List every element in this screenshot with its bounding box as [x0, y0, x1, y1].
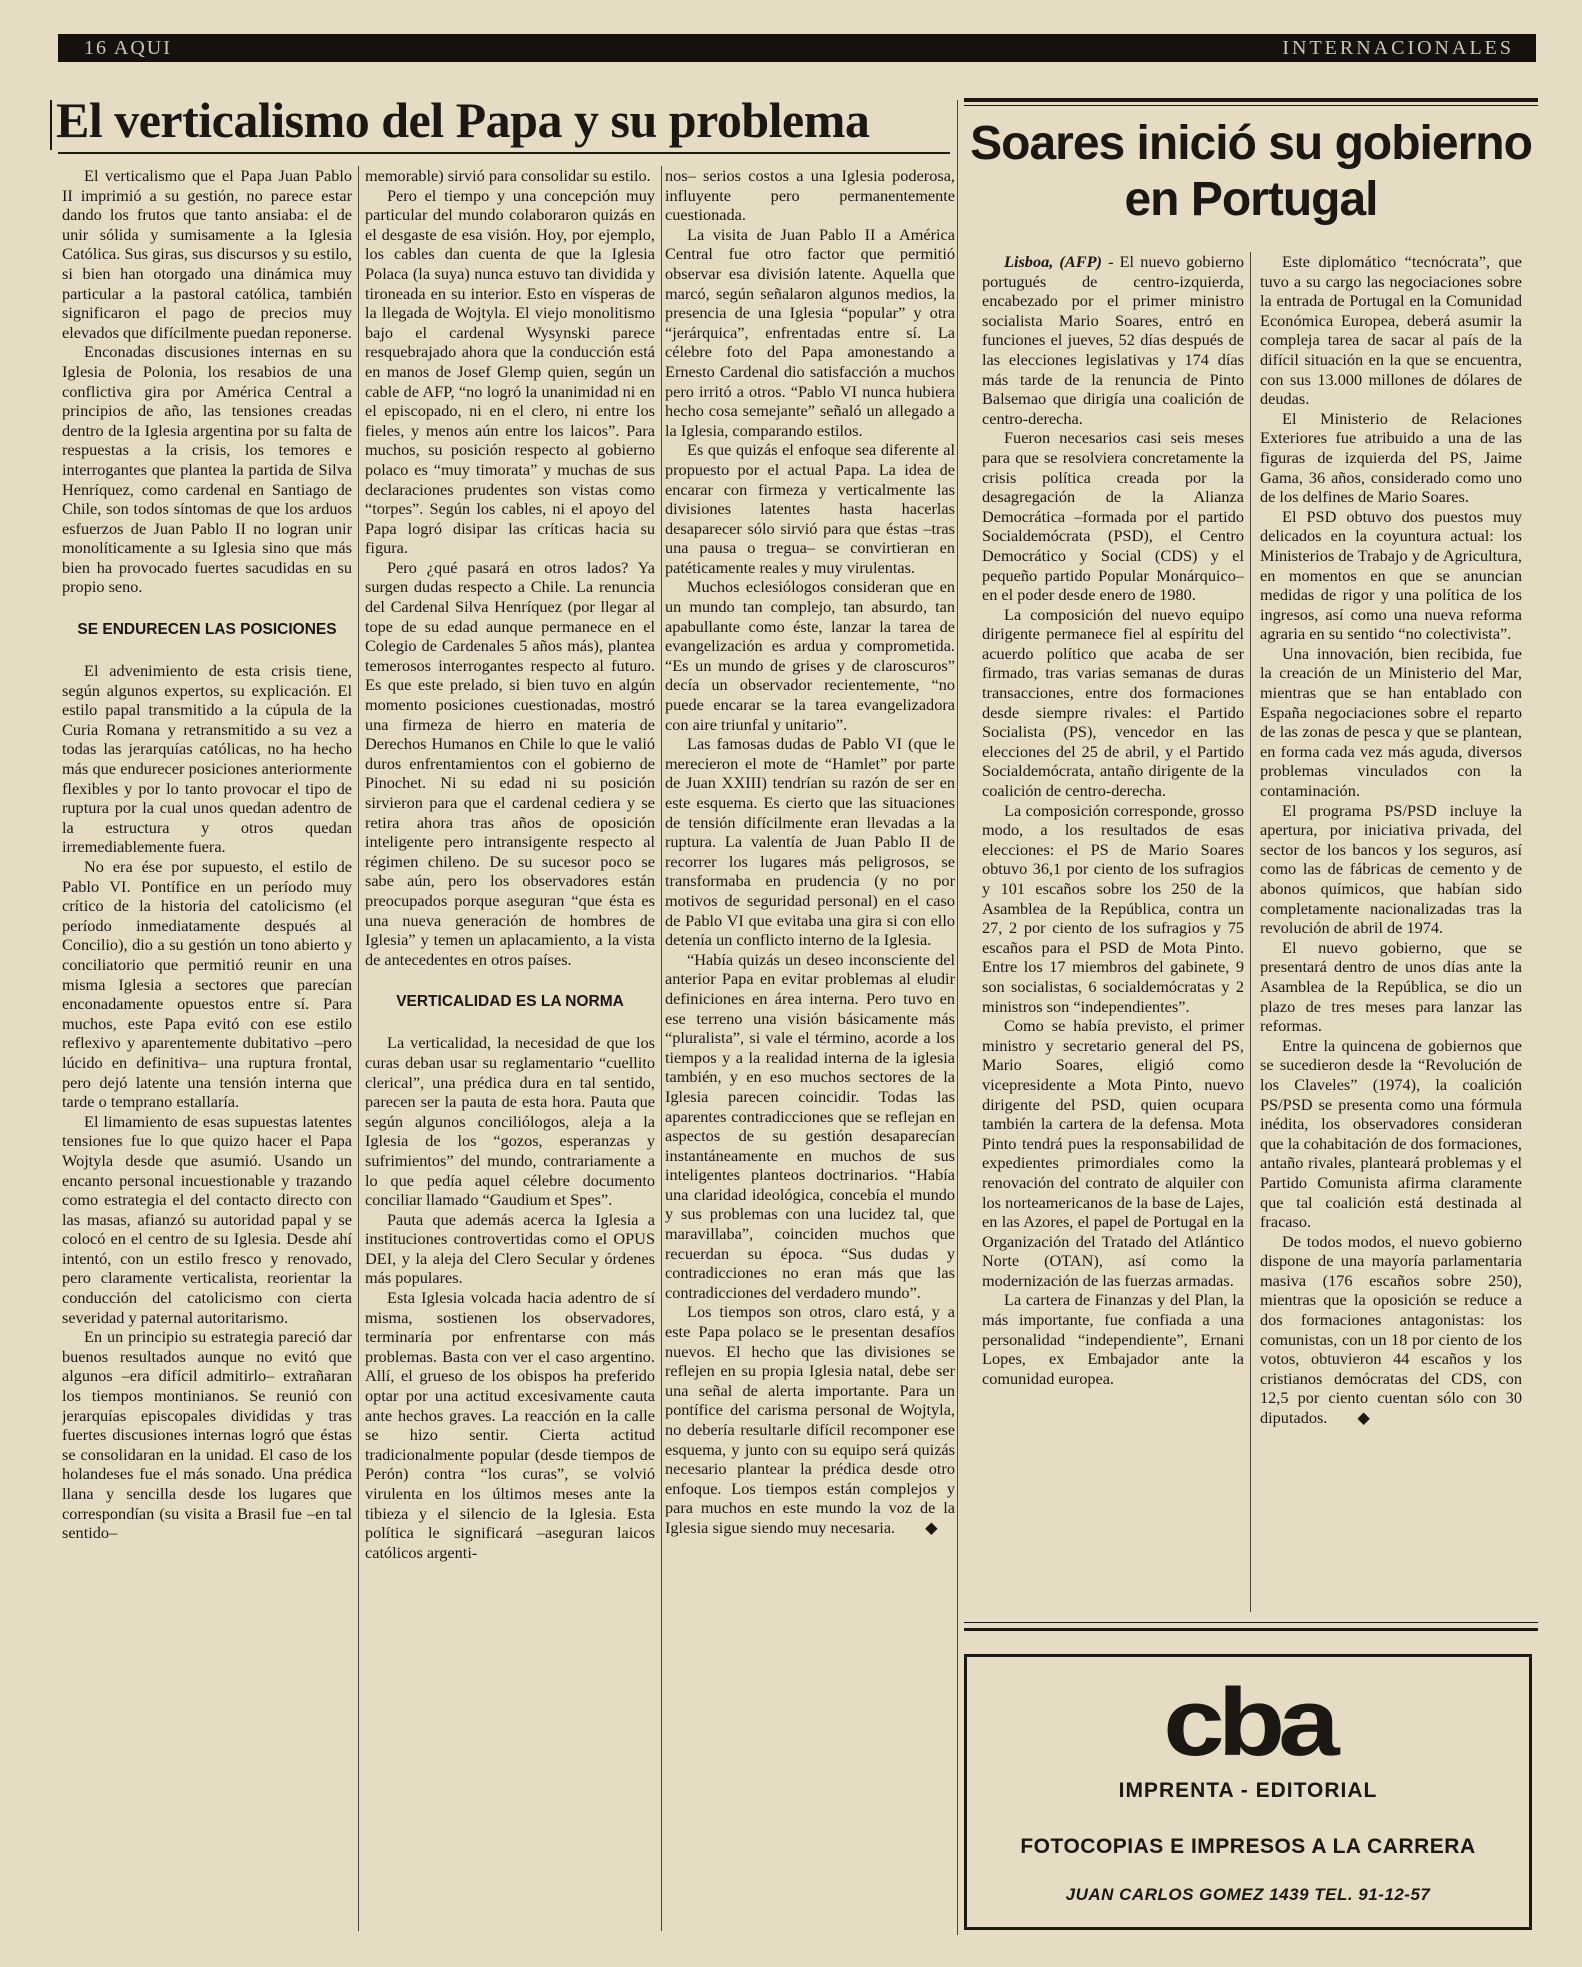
- article-paragraph: La composición corresponde, grosso modo, a los resultados de esas elecciones: el PS de Mario Soares obtuvo 36,1 por ciento de los sufragios y 101 escaños sobre los 250 de la Asamblea de la República, contra un 27, 2 por ciento de los sufragios y 75 escaños para el PSD de Mota Pinto. Entre los 17 miembros del gabinete, 9 son socialistas, 6 socialdemócratas y 2 ministros son “independientes”.: [982, 800, 1244, 1016]
- article-subheading: VERTICALIDAD ES LA NORMA: [396, 993, 624, 1011]
- article-paragraph: El verticalismo que el Papa Juan Pablo II imprimió a su gestión, no parece estar dando los frutos que tanto ansiaba: el de unir sólida y sumisamente a la Iglesia Católica. Sus giras, sus discursos y su estilo, si bien han otorgado una dinámica muy particular a la pastoral católica, también significaron el pago de precios muy elevados que difícilmente puedan reponerse.: [62, 166, 352, 342]
- article-paragraph: memorable) sirvió para consolidar su estilo.: [365, 166, 651, 185]
- article-paragraph: Pauta que además acerca la Iglesia a instituciones controvertidas como el OPUS DEI, y la aleja del Clero Secular y órdenes más populares.: [365, 1209, 655, 1288]
- article-paragraph: La composición del nuevo equipo dirigente permanece fiel al espíritu del acuerdo político que acaba de ser firmado, tras varias semanas de duras transacciones, entre dos formaciones desde siempre rivales: el Partido Socialista (PS), vencedor en las elecciones del 25 de abril, y el Partido Socialdemócrata, antaño dirigente de la coalición de centro-derecha.: [982, 604, 1244, 801]
- article-lead-text: - El nuevo gobierno portugués de centro-izquierda, encabezado por el primer ministro socialista Mario Soares, entró en funciones el jueves, 52 días después de las elecciones legislativas y 174 días más tarde de la renuncia de Pinto Balsemao que dirigía una coalición de centro-derecha.: [982, 252, 1244, 428]
- article-paragraph: La cartera de Finanzas y del Plan, la más importante, fue confiada a una personalidad “independiente”, Ernani Lopes, ex Embajador ante la comunidad europea.: [982, 1290, 1244, 1388]
- article-paragraph: Esta Iglesia volcada hacia adentro de sí misma, sostienen los observadores, terminaría por enfrentarse con más problemas. Basta con ver el caso argentino. Allí, el grueso de los obispos ha preferido optar por una actitud excesivamente cauta ante hechos graves. La reacción en la calle se hizo sentir. Cierta actitud tradicionalmente popular (desde tiempos de Perón) contra “los curas”, se volvió virulenta en los últimos meses ante la tibieza y el silencio de la Iglesia. Esta política le significará –aseguran laicos católicos argenti-: [365, 1288, 655, 1562]
- ad-services-line: FOTOCOPIAS E IMPRESOS A LA CARRERA: [1020, 1835, 1476, 1858]
- headline-rule: [50, 100, 52, 150]
- article-paragraph: Entre la quincena de gobiernos que se sucedieron desde la “Revolución de los Claveles” (1974), la coalición PS/PSD se presenta como una fórmula inédita, los observadores consideran que la cohabitación de dos formaciones, antaño rivales, planteará problemas y el Partido Comunista afirma claramente que tal coalición está destinada al fracaso.: [1260, 1035, 1522, 1232]
- article-paragraph: Es que quizás el enfoque sea diferente al propuesto por el actual Papa. La idea de encarar con firmeza y verticalmente las divisiones latentes hasta hacerlas desaparecer sólo sirvió para que éstas –tras una pausa o tregua– se convirtieran en patéticamente reales y muy virulentas.: [665, 440, 955, 577]
- article-end-mark: ◆: [1357, 1408, 1370, 1428]
- article-paragraph: El advenimiento de esta crisis tiene, según algunos expertos, su explicación. El estilo papal transmitido a la cúpula de la Curia Romana y retransmitido a su vez a todas las jerarquías católicas, no ha hecho más que endurecer posiciones anteriormente flexibles y por lo tanto provocar el tipo de ruptura por la cual unos quedan adentro de la estructura y otros quedan irremediablemente fuera.: [62, 661, 352, 857]
- article-paragraph: Como se había previsto, el primer ministro y secretario general del PS, Mario Soares, eligió como vicepresidente a Mota Pinto, nuevo dirigente del PSD, quien ocupara también la cartera de la defensa. Mota Pinto tendrá pues la responsabilidad de expedientes primordiales como la renovación del contrato de alquiler con los norteamericanos de la base de Lajes, en las Azores, el papel de Portugal en la Organización del Tratado del Atlántico Norte (OTAN), así como la modernización de las fuerzas armadas.: [982, 1016, 1244, 1290]
- article-paragraph: El nuevo gobierno, que se presentará dentro de unos días ante la Asamblea de la República, se dio un plazo de tres meses para lanzar las reformas.: [1260, 937, 1522, 1036]
- article-paragraph: Pero ¿qué pasará en otros lados? Ya surgen dudas respecto a Chile. La renuncia del Cardenal Silva Henríquez (por llegar al tope de su edad aunque permanece en el Colegio de Cardenales 5 años más), plantea temerosos interrogantes respecto al futuro. Es que este prelado, si bien tuvo en algún momento posiciones cuestionadas, mostró una firmeza de hierro en materia de Derechos Humanos en Chile lo que le valió duros enfrentamientos con el gobierno de Pinochet. Ni su edad ni su posición sirvieron para que el cardenal cediera y se retira ahora tras años de oposición inteligente pero intransigente respecto al régimen chileno. De su sucesor poco se sabe aún, pero los observadores están preocupados porque aseguran “que ésta es una nueva generación de hombres de Iglesia” y temen un aplacamiento, a la vista de antecedentes en otros países.: [365, 557, 655, 969]
- article-paragraph: No era ése por supuesto, el estilo de Pablo VI. Pontífice en un período muy crítico de la historia del catolicismo (el período inmediatamente después al Concilio), dio a su gestión un tono abierto y conciliatorio que permitió reunir en una misma Iglesia a sectores que parecían enconadamente opuestos entre sí. Para muchos, este Papa evitó con ese estilo reflexivo y aparentemente dubitativo –pero lúcido en definitiva– una ruptura frontal, pero dejó latente una tensión interna que tarde o temprano estallaría.: [62, 857, 352, 1112]
- article-paragraph: Este diplomático “tecnócrata”, que tuvo a su cargo las negociaciones sobre la entrada de Portugal en la Comunidad Económica Europea, deberá asumir la compleja tarea de sacar al país de la difícil situación en la que se encuentra, con sus 13.000 millones de dólares de deudas.: [1260, 252, 1522, 409]
- article-paragraph: El PSD obtuvo dos puestos muy delicados en la coyuntura actual: los Ministerios de Trabajo y de Agricultura, en momentos en que se anuncian medidas de rigor y una política de los ingresos, así como una nueva reforma agraria en su sentido “no colectivista”.: [1260, 506, 1522, 644]
- right-article-column-2: [1260, 252, 1522, 1612]
- article-subheading: SE ENDURECEN LAS POSICIONES: [77, 621, 337, 639]
- left-article-column-1: [62, 166, 352, 1936]
- article-paragraph: Fueron necesarios casi seis meses para que se resolviera concretamente la crisis política creada por la desagregación de la Alianza Democrática –formada por el partido Socialdemócrata (PSD), el Centro Democrático y Social (CDS) y el pequeño partido Popular Monárquico– en el poder desde enero de 1980.: [982, 428, 1244, 605]
- article-paragraph: “Había quizás un deseo inconsciente del anterior Papa en evitar problemas al eludir definiciones en área interna. Pero tuvo en ese terreno una visión básicamente más “pluralista”, si vale el término, acorde a los tiempos y a la realidad interna de la iglesia también, y en eso muchos sectores de la Iglesia parecen coincidir. Todas las aparentes contradicciones que se reflejan en aspectos de su gestión desaparecían instantáneamente en muchos de sus inteligentes planteos doctrinarios. “Había una claridad ideológica, concebía el mundo y sus problemas con una lucidez tal, que maravillaba”, coinciden muchos que recuerdan su época. “Sus dudas y contradicciones no eran más que las contradicciones del verdadero mundo”.: [665, 949, 955, 1302]
- cba-logo: cba: [1163, 1669, 1333, 1776]
- right-article-top-rule: [964, 98, 1538, 102]
- article-end-mark: ◆: [925, 1517, 938, 1537]
- article-separator: [957, 100, 958, 1935]
- article-paragraph: Una innovación, bien recibida, fue la creación de un Ministerio del Mar, mientras que se han entablado con España negociaciones sobre el reparto de las zonas de pesca y que se plantean, en forma cada vez más aguda, diversos problemas vinculados con la contaminación.: [1260, 643, 1522, 801]
- column-separator: [358, 166, 359, 1931]
- article-paragraph: Las famosas dudas de Pablo VI (que le merecieron el mote de “Hamlet” por parte de Juan XXIII) tendrían su razón de ser en este esquema. Es cierto que las situaciones de tensión difícilmente eran llevadas a la ruptura. La valentía de Juan Pablo II de recorrer los lugares más peligrosos, se transformaba en prudencia (y no por motivos de seguridad personal) en el caso de Pablo VI que evitaba una gira si con ello detenía un conflicto interno de la Iglesia.: [665, 734, 955, 950]
- right-article-bottom-rule: [964, 1622, 1538, 1623]
- article-paragraph: Muchos eclesiólogos consideran que en un mundo tan complejo, tan absurdo, tan apabullante como éste, lanzar la tarea de evangelización es ardua y comprometida. “Es un mundo de grises y de claroscuros” decía un observador recientemente, “no puede encarar se la tarea evangelizadora con aire triunfal y unitario”.: [665, 577, 955, 734]
- right-article-headline: Soares inició su gobierno en Portugal: [970, 117, 1532, 226]
- headline-underline: [58, 152, 950, 154]
- section-label: INTERNACIONALES: [1282, 36, 1514, 59]
- article-paragraph: El limamiento de esas supuestas latentes tensiones fue lo que quizo hacer el Papa Wojtyla desde que asumió. Usando un encanto personal incuestionable y trazando como estrategia el del contacto directo con las masas, afianzó su autoridad papal y se colocó en el centro de su Iglesia. Desde ahí intentó, con un estilo fresco y renovado, pero claramente verticalista, reorientar la conducción del catolicismo con cierta severidad y paternal autoritarismo.: [62, 1111, 352, 1327]
- ad-address-phone-line: JUAN CARLOS GOMEZ 1439 TEL. 91-12-57: [1065, 1885, 1431, 1904]
- printing-house-advertisement: [964, 1654, 1532, 1930]
- page-header-bar: [58, 34, 1536, 62]
- article-paragraph: Pero el tiempo y una concepción muy particular del mundo colaboraron quizás en el desgaste de esa visión. Hoy, por ejemplo, los cables dan cuenta de que la Iglesia Polaca (la suya) nunca estuvo tan dividida y tironeada en su interior. Esto en vísperas de la llegada de Wojtyla. El viejo monolitismo bajo el cardenal Wysynski parece resquebrajado ahora que la conducción está en manos de Josef Glemp quien, según un cable de AFP, “no logró la unanimidad ni en el episcopado, ni en el clero, ni entre los fieles, y menos aún entre los laicos”. Para muchos, su posición respecto al gobierno polaco es “muy timorata” y muchas de sus declaraciones prudentes son vistas como “torpes”. Según los cables, ni el apoyo del Papa logró disipar las críticas hacia su figura.: [365, 185, 655, 558]
- article-dateline: Lisboa, (AFP): [1004, 252, 1102, 271]
- article-paragraph: Los tiempos son otros, claro está, y a este Papa polaco se le presentan desafíos nuevos. El hecho que las divisiones se reflejen en su propia Iglesia natal, debe ser una señal de alerta importante. Para un pontífice del carisma personal de Wojtyla, no debería resultarle difícil recomponer ese esquema, y junto con su equipo será quizás necesario plantear la prédica desde otro enfoque. Los tiempos están complejos y para muchos en este mundo la voz de la Iglesia sigue siendo muy necesaria. ◆: [665, 1302, 955, 1537]
- article-paragraph: nos– serios costos a una Iglesia poderosa, influyente pero permanentemente cuestionada.: [665, 166, 955, 225]
- article-paragraph: La visita de Juan Pablo II a América Central fue otro factor que permitió observar esa división latente. Aquella que marcó, según señalaron algunos medios, la presencia de una Iglesia “popular” y otra “jerárquica”, enfrentadas entre sí. La célebre foto del Papa amonestando a Ernesto Cardenal dio satisfacción a muchos pero irritó a otros. “Pablo VI nunca hubiera hecho cosa semejante” señaló un allegado a la Iglesia, comparando estilos.: [665, 224, 955, 440]
- article-paragraph: [982, 252, 1244, 428]
- ad-subtitle: IMPRENTA - EDITORIAL: [1118, 1779, 1378, 1802]
- page-number-label: 16 AQUI: [84, 36, 172, 59]
- right-article-bottom-rule-thick: [964, 1628, 1538, 1631]
- article-paragraph: En un principio su estrategia pareció dar buenos resultados aunque no evitó que algunos –era difícil admitirlo– extrañaran los tiempos montinianos. Se reunió con jerarquías episcopales divididas y tras fuertes discusiones internas logró que éstas se consolidaran en la unidad. El caso de los holandeses fue el más sonado. Una prédica llana y sencilla desde los lugares que correspondían (su visita a Brasil fue –en tal sentido–: [62, 1327, 352, 1543]
- left-article-column-2: [365, 166, 655, 1936]
- article-paragraph: La verticalidad, la necesidad de que los curas deban usar su reglamentario “cuellito clerical”, una prédica dura en tal sentido, parecen ser la pauta de esta hora. Pauta que según algunos conciliólogos, aleja a la Iglesia de los “gozos, esperanzas y sufrimientos” del mundo, contrariamente a lo que pedía aquel célebre documento conciliar llamado “Gaudium et Spes”.: [365, 1033, 655, 1210]
- left-article-headline: El verticalismo del Papa y su problema: [56, 92, 870, 148]
- article-paragraph: De todos modos, el nuevo gobierno dispone de una mayoría parlamentaria masiva (176 escaños sobre 250), mientras que la oposición se reduce a dos formaciones antagonistas: los comunistas, con un 18 por ciento de los votos, obtuvieron 44 escaños y los cristianos demócratas del CDS, con 12,5 por ciento cuentan sólo con 30 diputados. ◆: [1260, 1231, 1522, 1428]
- right-article-column-1: [982, 252, 1244, 1612]
- column-separator: [661, 166, 662, 1931]
- article-paragraph: El Ministerio de Relaciones Exteriores fue atribuido a una de las figuras de izquierda del PS, Jaime Gama, 36 años, considerado como uno de los delfines de Mario Soares.: [1260, 408, 1522, 507]
- column-separator: [1250, 252, 1251, 1612]
- article-paragraph: El programa PS/PSD incluye la apertura, por iniciativa privada, del sector de los bancos y los seguros, así como las de fábricas de cemento y de abonos químicos, que habían sido completamente nacionalizadas tras la revolución de abril de 1974.: [1260, 800, 1522, 938]
- article-paragraph: Enconadas discusiones internas en su Iglesia de Polonia, los resabios de una conflictiva gira por América Central a principios de año, las tensiones creadas dentro de la Iglesia argentina por su falta de respuestas a la crisis, los temores e interrogantes que plantea la partida de Silva Henríquez, como cardenal en Santiago de Chile, son todos síntomas de que los arduos esfuerzos de Juan Pablo II no logran unir monolíticamente a su Iglesia sino que más bien ha provocado fuertes sacudidas en su propio seno.: [62, 342, 352, 597]
- left-article-column-3: [665, 166, 955, 1936]
- right-article-top-rule-thin: [964, 105, 1538, 106]
